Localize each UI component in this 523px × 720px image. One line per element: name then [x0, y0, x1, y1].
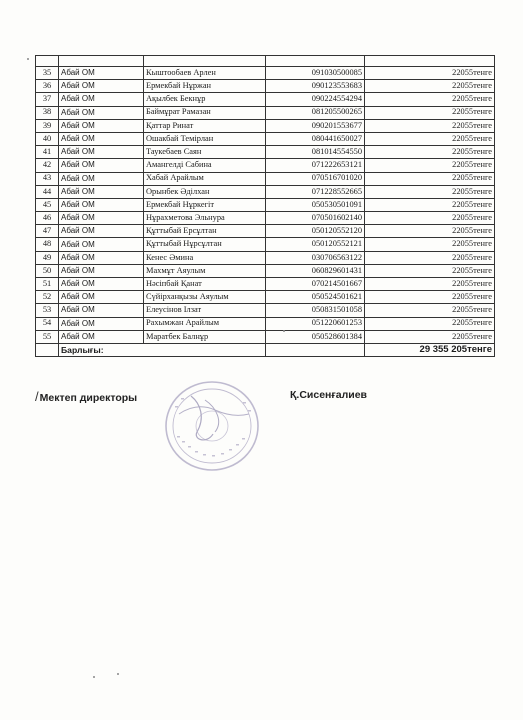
cell-account: 070214501667	[266, 278, 365, 291]
table-row	[36, 317, 495, 330]
cell-school: Абай ОМ	[59, 119, 144, 132]
cell-amount: 22055тенге	[365, 106, 495, 119]
cell-account: 050524501621	[266, 291, 365, 304]
table-row	[36, 198, 495, 211]
director-name: Қ.Сисенғалиев	[290, 389, 368, 401]
cell-no: 52	[36, 291, 59, 304]
signature-mark: /	[35, 389, 39, 404]
table-row	[36, 132, 495, 145]
cell-name: Қаттар Ринат	[144, 119, 266, 132]
cell-school: Абай ОМ	[59, 80, 144, 93]
cell-school: Абай ОМ	[59, 251, 144, 264]
cell-no: 50	[36, 264, 59, 277]
total-row	[36, 343, 495, 356]
cell-account: 090201553677	[266, 119, 365, 132]
cell-school: Абай ОМ	[59, 93, 144, 106]
total-section	[36, 343, 495, 356]
cell-amount: 22055тенге	[365, 67, 495, 80]
cell-no: 42	[36, 159, 59, 172]
cell-account: 081205500265	[266, 106, 365, 119]
table-row	[36, 172, 495, 185]
director-title: Мектеп директоры	[39, 392, 138, 404]
cell-amount: 22055тенге	[365, 198, 495, 211]
cell-amount: 22055тенге	[365, 291, 495, 304]
cell-name: Нұрахметова Эльнура	[144, 212, 266, 225]
cell-amount: 22055тенге	[365, 159, 495, 172]
cell-account: 080441650027	[266, 132, 365, 145]
cell-no: 36	[36, 80, 59, 93]
cell-name: Құттыбай Ерсұлтан	[144, 225, 266, 238]
payment-table	[35, 55, 495, 357]
cell-name: Кенес Әмина	[144, 251, 266, 264]
cell-amount: 22055тенге	[365, 80, 495, 93]
cell-no: 35	[36, 67, 59, 80]
cell-amount: 22055тенге	[365, 304, 495, 317]
cell-name: Махмұт Аяулым	[144, 264, 266, 277]
cell-amount: 22055тенге	[365, 264, 495, 277]
cell-school: Абай ОМ	[59, 146, 144, 159]
cell-name: Ермекбай Нұркегіт	[144, 198, 266, 211]
table-row	[36, 146, 495, 159]
cell-no: 48	[36, 238, 59, 251]
cell-name: Рахымжан Арайлым	[144, 317, 266, 330]
cell-amount: 22055тенге	[365, 93, 495, 106]
cell-no: 55	[36, 330, 59, 343]
cell-account: 050831501058	[266, 304, 365, 317]
cell-amount: 22055тенге	[365, 278, 495, 291]
cell-account: 090224554294	[266, 93, 365, 106]
cell-name: Ермекбай Нұржан	[144, 80, 266, 93]
cell-no: 43	[36, 172, 59, 185]
cell-name: Елеусінов Ілзат	[144, 304, 266, 317]
cell-account: 071222653121	[266, 159, 365, 172]
cell-no: 38	[36, 106, 59, 119]
cell-account: 060829601431	[266, 264, 365, 277]
table-row	[36, 330, 495, 343]
cell-name: Маратбек Балнұр	[144, 330, 266, 343]
payment-table-body	[36, 56, 495, 344]
cell-name: Құттыбай Нұрсұлтан	[144, 238, 266, 251]
cell-school: Абай ОМ	[59, 278, 144, 291]
cell-account: 071228552665	[266, 185, 365, 198]
cell-no: 54	[36, 317, 59, 330]
table-row	[36, 106, 495, 119]
scan-speck	[283, 330, 285, 332]
scan-speck	[117, 673, 119, 675]
table-row	[36, 212, 495, 225]
official-stamp	[157, 374, 267, 474]
cell-no: 53	[36, 304, 59, 317]
cell-name: Нәсіпбай Қанат	[144, 278, 266, 291]
cell-name: Баймұрат Рамазан	[144, 106, 266, 119]
cell-school: Абай ОМ	[59, 291, 144, 304]
table-row	[36, 251, 495, 264]
table-row	[36, 304, 495, 317]
cell-amount: 22055тенге	[365, 225, 495, 238]
table-row	[36, 119, 495, 132]
cell-school: Абай ОМ	[59, 304, 144, 317]
cell-school: Абай ОМ	[59, 317, 144, 330]
cell-account: 070501602140	[266, 212, 365, 225]
cell-account: 050120552120	[266, 225, 365, 238]
cell-amount: 22055тенге	[365, 330, 495, 343]
cell-no: 49	[36, 251, 59, 264]
cell-amount: 22055тенге	[365, 119, 495, 132]
table-row	[36, 67, 495, 80]
table-row	[36, 185, 495, 198]
cell-school: Абай ОМ	[59, 185, 144, 198]
cell-name: Орынбек Әділхан	[144, 185, 266, 198]
cell-no: 37	[36, 93, 59, 106]
cell-school: Абай ОМ	[59, 198, 144, 211]
table-top-row	[36, 56, 495, 67]
cell-name: Ақылбек Бекнұр	[144, 93, 266, 106]
cell-no: 44	[36, 185, 59, 198]
cell-account: 050530501091	[266, 198, 365, 211]
cell-no: 46	[36, 212, 59, 225]
cell-amount: 22055тенге	[365, 317, 495, 330]
cell-account: 090123553683	[266, 80, 365, 93]
cell-account: 050120552121	[266, 238, 365, 251]
cell-account: 091030500085	[266, 67, 365, 80]
total-label: Барлығы:	[59, 343, 266, 356]
cell-school: Абай ОМ	[59, 172, 144, 185]
cell-account: 070516701020	[266, 172, 365, 185]
table-row	[36, 225, 495, 238]
scan-speck	[27, 58, 29, 60]
cell-amount: 22055тенге	[365, 146, 495, 159]
table-row	[36, 238, 495, 251]
cell-account: 050528601384	[266, 330, 365, 343]
cell-school: Абай ОМ	[59, 67, 144, 80]
cell-no: 41	[36, 146, 59, 159]
cell-name: Сүйірханқызы Аяулым	[144, 291, 266, 304]
cell-amount: 22055тенге	[365, 238, 495, 251]
cell-account: 030706563122	[266, 251, 365, 264]
cell-amount: 22055тенге	[365, 212, 495, 225]
cell-account: 081014554550	[266, 146, 365, 159]
director-title-line	[35, 389, 137, 404]
cell-no: 47	[36, 225, 59, 238]
cell-name: Амангелді Сабина	[144, 159, 266, 172]
total-amount: 29 355 205тенге	[365, 343, 495, 356]
cell-no: 39	[36, 119, 59, 132]
cell-school: Абай ОМ	[59, 225, 144, 238]
cell-school: Абай ОМ	[59, 132, 144, 145]
table-row	[36, 264, 495, 277]
cell-name: Таукебаев Саян	[144, 146, 266, 159]
cell-amount: 22055тенге	[365, 251, 495, 264]
cell-school: Абай ОМ	[59, 212, 144, 225]
cell-no: 40	[36, 132, 59, 145]
cell-name: Ошакбай Темірлан	[144, 132, 266, 145]
table-row	[36, 278, 495, 291]
table-row	[36, 159, 495, 172]
table-row	[36, 291, 495, 304]
cell-school: Абай ОМ	[59, 238, 144, 251]
cell-name: Хабай Арайлым	[144, 172, 266, 185]
cell-school: Абай ОМ	[59, 106, 144, 119]
table-row	[36, 80, 495, 93]
cell-amount: 22055тенге	[365, 185, 495, 198]
cell-amount: 22055тенге	[365, 132, 495, 145]
cell-school: Абай ОМ	[59, 264, 144, 277]
scan-speck	[93, 676, 95, 678]
cell-no: 51	[36, 278, 59, 291]
cell-amount: 22055тенге	[365, 172, 495, 185]
cell-name: Кыштообаев Арлен	[144, 67, 266, 80]
cell-no: 45	[36, 198, 59, 211]
cell-school: Абай ОМ	[59, 159, 144, 172]
cell-school: Абай ОМ	[59, 330, 144, 343]
table-row	[36, 93, 495, 106]
cell-account: 051220601253	[266, 317, 365, 330]
